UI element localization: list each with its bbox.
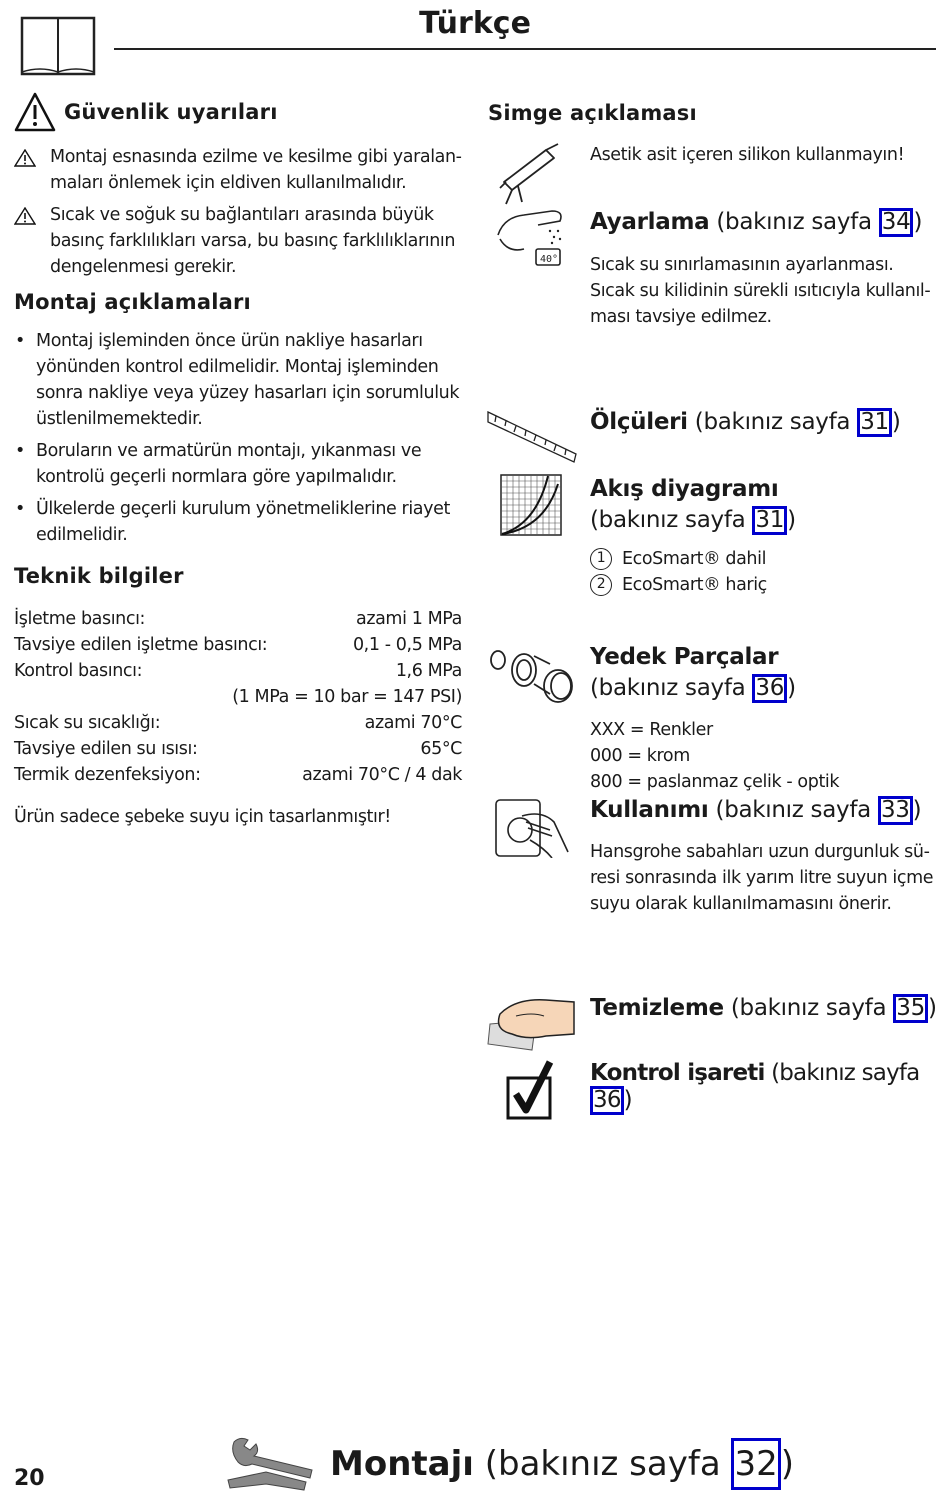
footer-heading (330, 1438, 794, 1490)
bullet: • (15, 331, 25, 351)
usage-heading (590, 796, 921, 825)
dims-title: Ölçüleri (590, 409, 688, 435)
circled-number: 2 (590, 574, 612, 596)
dims-heading (590, 408, 901, 437)
flow-ref-close: ) (787, 507, 796, 533)
tech-row (14, 632, 462, 658)
assembly-line: Boruların ve armatürün montajı, yıkanması ve (36, 441, 422, 461)
parts-line: 800 = paslanmaz çelik - optik (590, 772, 840, 792)
dims-page-link[interactable]: 31 (857, 408, 892, 437)
legend-item (590, 546, 767, 572)
list-item (14, 438, 466, 490)
clean-heading (590, 994, 937, 1023)
parts-ref-close: ) (787, 675, 796, 701)
cleaning-icon (486, 994, 578, 1056)
assembly-line: Montaj işleminden önce ürün nakliye hasarları (36, 331, 423, 351)
clean-ref: (bakınız sayfa (730, 995, 894, 1021)
check-title: Kontrol işareti (590, 1060, 765, 1086)
safety-line: Montaj esnasında ezilme ve kesilme gibi yaralan- (50, 147, 462, 167)
title-divider (114, 48, 936, 50)
flow-heading (590, 474, 796, 536)
page-title: Türkçe (419, 6, 531, 41)
check-page-link[interactable]: 36 (590, 1086, 624, 1115)
temperature-display-text: 40° (540, 254, 559, 265)
tech-label: Tavsiye edilen işletme basıncı: (14, 635, 268, 655)
assembly-line: sonra nakliye veya yüzey hasarları için sorumluluk (36, 383, 460, 403)
assembly-line: yönünden kontrol edilmelidir. Montaj işleminden (36, 357, 439, 377)
hand-knob-icon (492, 796, 572, 858)
tech-row (14, 658, 462, 684)
tech-value: azami 70°C (364, 713, 462, 733)
check-heading (590, 1060, 950, 1115)
parts-heading (590, 642, 796, 704)
adjust-page-link[interactable]: 34 (879, 208, 914, 237)
checkmark-icon (506, 1060, 556, 1122)
safety-line: Sıcak ve soğuk su bağlantıları arasında büyük (50, 205, 434, 225)
page-number: 20 (14, 1466, 45, 1491)
flow-ref: (bakınız sayfa (590, 507, 753, 533)
tools-icon (226, 1434, 316, 1494)
bullet: • (15, 441, 25, 461)
footer-ref: (bakınız sayfa (484, 1444, 732, 1484)
tech-label: Sıcak su sıcaklığı: (14, 713, 161, 733)
footer-ref-close: ) (780, 1444, 794, 1484)
small-warning-icon (14, 207, 38, 280)
flow-diagram-icon (500, 474, 562, 536)
tech-row (14, 684, 462, 710)
parts-text (590, 717, 839, 795)
usage-line: Hansgrohe sabahları uzun durgunluk sü- (590, 842, 930, 862)
parts-page-link[interactable]: 36 (752, 674, 787, 703)
tech-row (14, 710, 462, 736)
parts-ref: (bakınız sayfa (590, 675, 753, 701)
assembly-line: kontrolü geçerli normlara göre yapılmalıdır. (36, 467, 397, 487)
assembly-line: Ülkelerde geçerli kurulum yönetmeliklerine riayet (36, 499, 450, 519)
tech-label: Kontrol basıncı: (14, 661, 143, 681)
tech-section (14, 564, 462, 830)
adjust-line: Sıcak su sınırlamasının ayarlanması. (590, 255, 894, 275)
flow-legend (590, 546, 767, 598)
silicone-text: Asetik asit içeren silikon kullanmayın! (590, 145, 905, 165)
legend-item (590, 572, 767, 598)
warning-icon (14, 92, 56, 132)
flow-title: Akış diyagramı (590, 476, 779, 502)
flow-page-link[interactable]: 31 (752, 506, 787, 535)
tech-value: 65°C (420, 739, 462, 759)
adjust-line: ması tavsiye edilmez. (590, 307, 772, 327)
safety-section (14, 92, 464, 280)
usage-text (590, 839, 940, 917)
clean-title: Temizleme (590, 995, 724, 1021)
safety-heading: Güvenlik uyarıları (64, 100, 278, 124)
ruler-icon (486, 410, 578, 468)
usage-line: suyu olarak kullanılmamasını önerir. (590, 894, 892, 914)
usage-ref: (bakınız sayfa (715, 797, 878, 823)
tech-note: Ürün sadece şebeke suyu için tasarlanmıştır! (14, 807, 391, 827)
adjust-heading (590, 208, 922, 237)
footer-title: Montajı (330, 1444, 474, 1484)
assembly-line: edilmelidir. (36, 525, 128, 545)
spare-parts-icon (488, 642, 580, 704)
safety-line: maları önlemek için eldiven kullanılmalıdır. (50, 173, 407, 193)
check-ref-close: ) (623, 1087, 632, 1113)
hand-adjust-icon (494, 205, 572, 271)
dims-ref: (bakınız sayfa (694, 409, 858, 435)
small-warning-icon (14, 149, 38, 196)
symbols-heading: Simge açıklaması (488, 101, 697, 125)
tech-value: 1,6 MPa (395, 661, 462, 681)
safety-line: dengelenmesi gerekir. (50, 257, 237, 277)
usage-page-link[interactable]: 33 (878, 796, 913, 825)
list-item (14, 496, 466, 548)
usage-line: resi sonrasında ilk yarım litre suyun içme (590, 868, 934, 888)
tech-label: Termik dezenfeksiyon: (14, 765, 201, 785)
usage-title: Kullanımı (590, 797, 709, 823)
parts-title: Yedek Parçalar (590, 644, 779, 670)
safety-item (14, 144, 464, 196)
tech-value: 0,1 - 0,5 MPa (352, 635, 462, 655)
tech-heading: Teknik bilgiler (14, 564, 184, 588)
clean-ref-close: ) (927, 995, 937, 1021)
clean-page-link[interactable]: 35 (893, 994, 928, 1023)
bullet: • (15, 499, 25, 519)
adjust-ref-close: ) (913, 209, 923, 235)
parts-line: XXX = Renkler (590, 720, 713, 740)
legend-text: EcoSmart® dahil (622, 549, 767, 569)
check-ref: (bakınız sayfa (771, 1060, 920, 1086)
footer-page-link[interactable]: 32 (731, 1438, 780, 1490)
tech-value: azami 70°C / 4 dak (302, 765, 462, 785)
tech-row (14, 762, 462, 788)
dims-ref-close: ) (891, 409, 901, 435)
tech-row (14, 606, 462, 632)
tech-value: (1 MPa = 10 bar = 147 PSI) (232, 687, 462, 707)
tech-label: Tavsiye edilen su ısısı: (14, 739, 198, 759)
tech-row (14, 736, 462, 762)
assembly-section (14, 290, 466, 554)
parts-line: 000 = krom (590, 746, 690, 766)
usage-ref-close: ) (912, 797, 922, 823)
circled-number: 1 (590, 548, 612, 570)
list-item (14, 328, 466, 432)
tech-value: azami 1 MPa (356, 609, 462, 629)
adjust-ref: (bakınız sayfa (716, 209, 879, 235)
assembly-line: üstlenilmemektedir. (36, 409, 203, 429)
safety-item (14, 202, 464, 280)
assembly-heading: Montaj açıklamaları (14, 290, 251, 314)
adjust-line: Sıcak su kilidinin sürekli ısıtıcıyla kullanıl- (590, 281, 931, 301)
silicone-gun-icon (496, 142, 566, 206)
tech-label: İşletme basıncı: (14, 609, 146, 629)
adjust-text (590, 252, 940, 330)
legend-text: EcoSmart® hariç (622, 575, 767, 595)
safety-line: basınç farklılıkları varsa, bu basınç farklılıklarının (50, 231, 456, 251)
adjust-title: Ayarlama (590, 209, 710, 235)
